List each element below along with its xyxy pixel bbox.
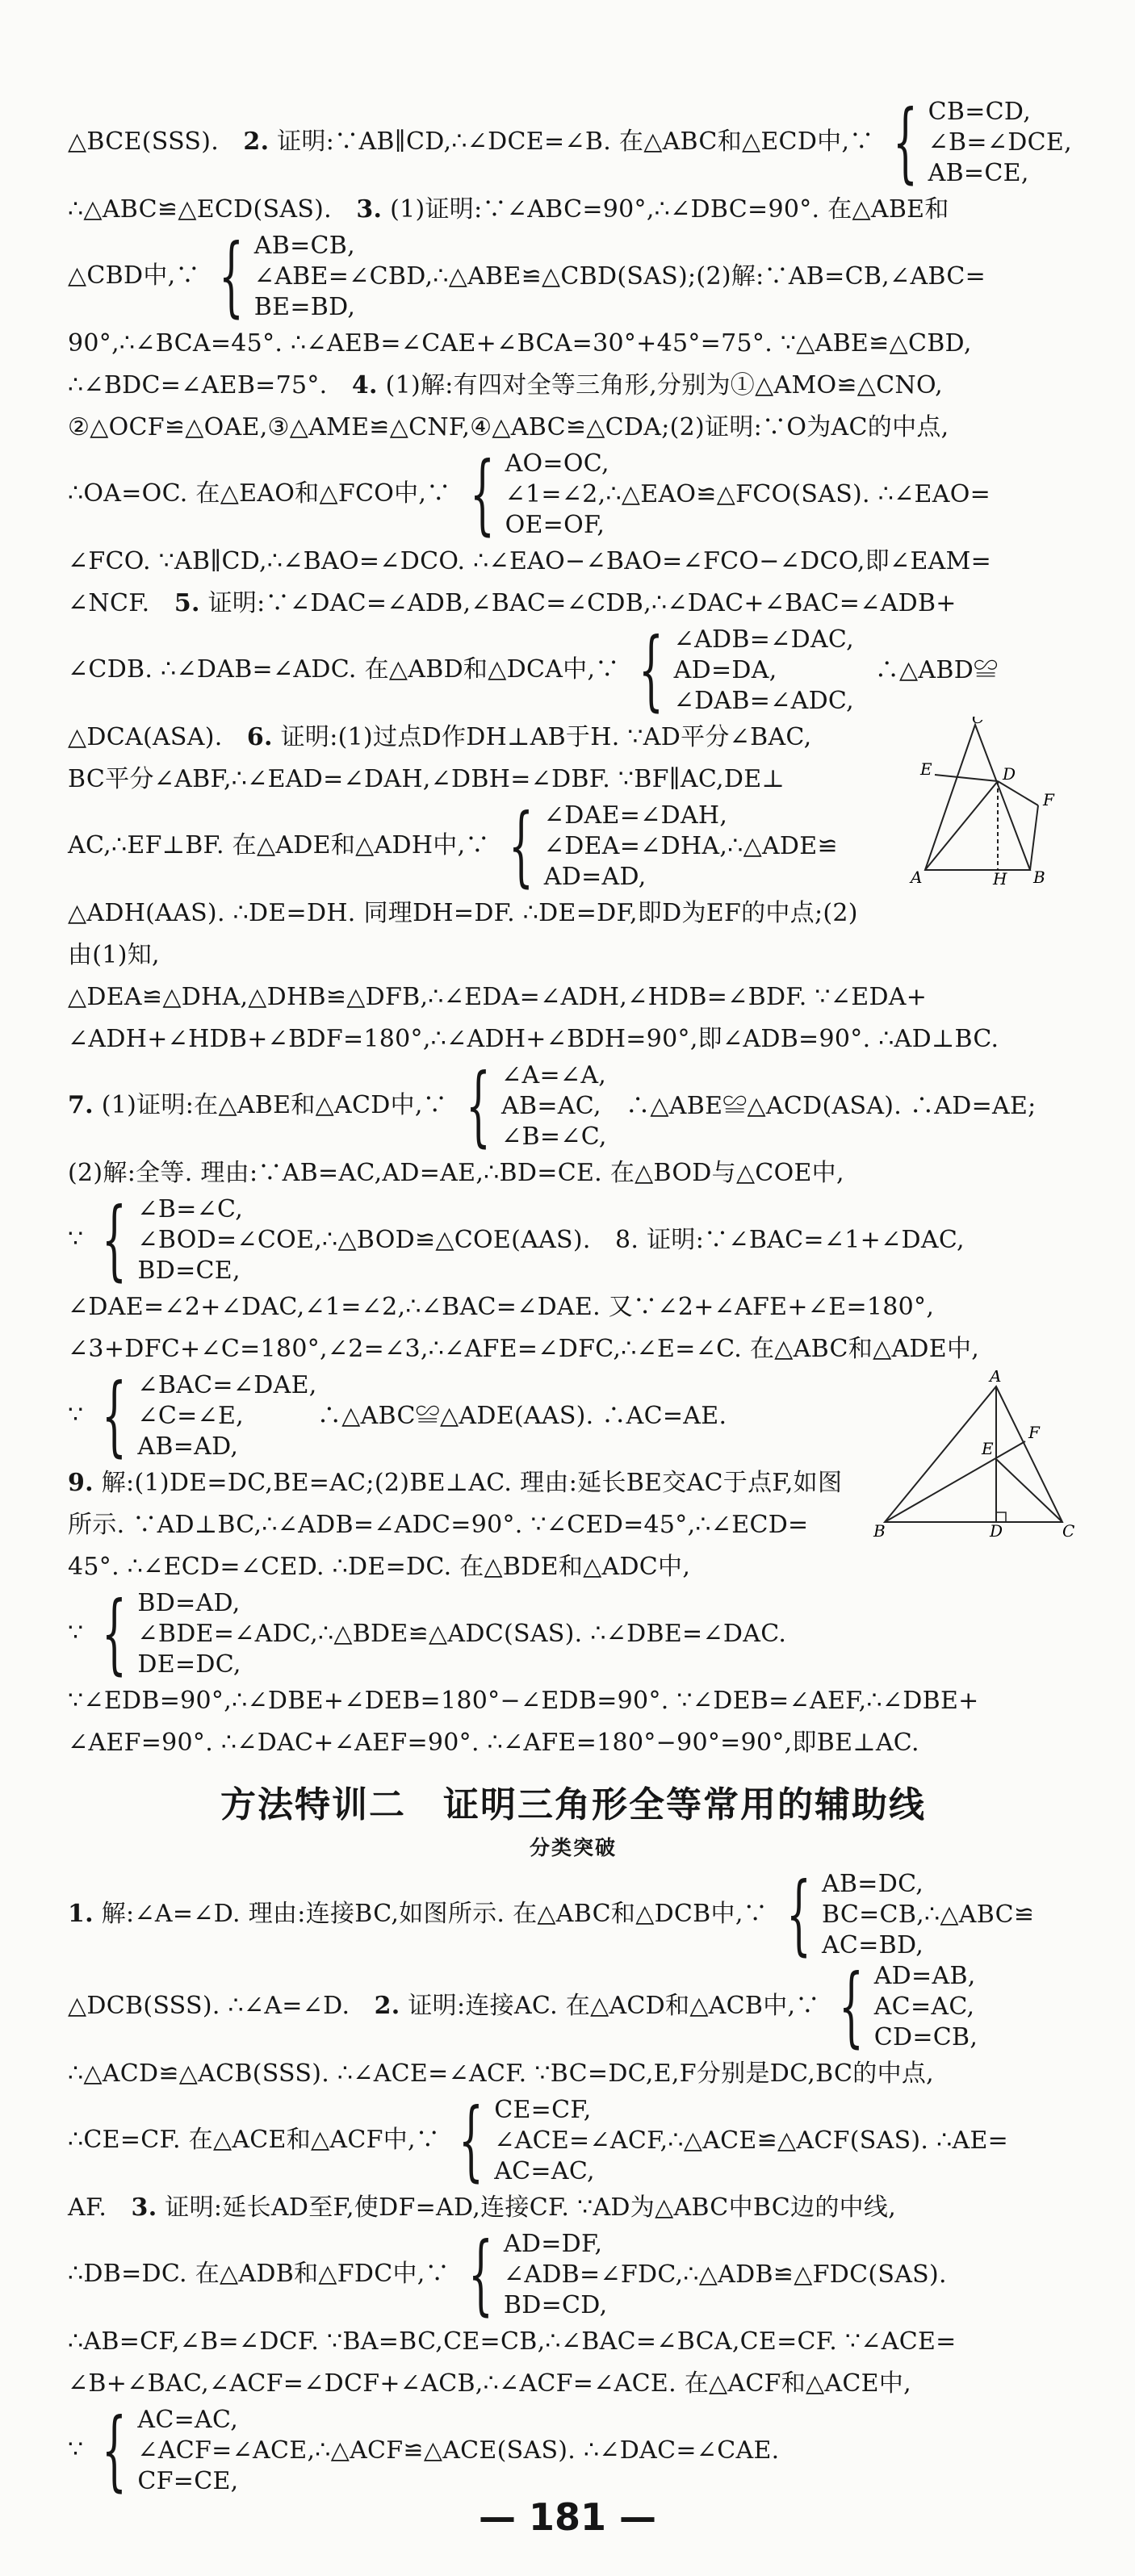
answer-line: △CBD中,∵ { AB=CB, ∠ABE=∠CBD,∴△ABE≌△CBD(SAS);(2)解:∵AB=CB,∠ABC= BE=BD,: [68, 226, 986, 327]
answer-line: 45°. ∴∠ECD=∠CED. ∴DE=DC. 在△BDE和△ADC中,: [68, 1553, 691, 1581]
brace-symbol: {: [838, 1956, 864, 2057]
problem-number: 4.: [351, 371, 378, 399]
svg-text:F: F: [1028, 1423, 1040, 1442]
answer-line: ∠FCO. ∵AB∥CD,∴∠BAO=∠DCO. ∴∠EAO−∠BAO=∠FCO−∠DCO,即∠EAM=: [68, 547, 992, 575]
answer-line: ∠3+DFC+∠C=180°,∠2=∠3,∴∠AFE=∠DFC,∴∠E=∠C. 在△ABC和△ADE中,: [68, 1335, 980, 1363]
brace-symbol: {: [459, 2090, 484, 2191]
svg-text:E: E: [982, 1439, 994, 1458]
brace-condition-group: [823, 1956, 978, 2057]
svg-text:E: E: [920, 759, 932, 779]
answer-line: BC平分∠ABF,∴∠EAD=∠DAH,∠DBH=∠DBF. ∵BF∥AC,DE⊥: [68, 765, 785, 793]
brace-symbol: {: [218, 226, 244, 327]
answer-line: (2)解:全等. 理由:∵AB=AC,AD=AE,∴BD=CE. 在△BOD与△COE中,: [68, 1159, 844, 1187]
brace-condition-group: [454, 444, 991, 545]
brace-line: ∠DAB=∠ADC,: [673, 687, 854, 715]
brace-line: BC=CB,∴△ABC≌: [821, 1901, 1035, 1929]
brace-line: ∠B=∠C,: [501, 1123, 607, 1151]
problem-number: 9.: [68, 1469, 94, 1497]
brace-line: AB=DC,: [821, 1870, 924, 1898]
answer-line: 90°,∴∠BCA=45°. ∴∠AEB=∠CAE+∠BCA=30°+45°=75°. ∵△ABE≌△CBD,: [68, 329, 972, 358]
brace-symbol: {: [102, 1583, 128, 1684]
brace-line: ∠C=∠E, ∴△ABC≌△ADE(AAS). ∴AC=AE.: [137, 1402, 727, 1430]
brace-line: BE=BD,: [253, 293, 356, 321]
brace-condition-group: [771, 1864, 1035, 1965]
brace-line: ∠BOD=∠COE,∴△BOD≌△COE(AAS). 8. 证明:∵∠BAC=∠1+∠DAC,: [137, 1226, 965, 1254]
brace-condition-group: [86, 2400, 780, 2501]
brace-line: ∠B=∠C,: [137, 1195, 244, 1223]
brace-condition-group: [450, 1056, 1037, 1156]
answer-line: ∵∠EDB=90°,∴∠DBE+∠DEB=180°−∠EDB=90°. ∵∠DEB=∠AEF,∴∠DBE+: [68, 1687, 979, 1715]
problem-number: 3.: [131, 2193, 157, 2222]
answer-line: ∴∠BDC=∠AEB=75°. 4. (1)解:有四对全等三角形,分别为①△AMO≌△CNO,: [68, 371, 943, 399]
brace-symbol: {: [638, 620, 664, 721]
brace-symbol: {: [508, 796, 534, 897]
brace-line: AD=DA, ∴△ABD≌: [673, 656, 999, 684]
answer-line: ∴△ACD≌△ACB(SSS). ∴∠ACE=∠ACF. ∵BC=DC,E,F分别是DC,BC的中点,: [68, 2060, 935, 2088]
brace-condition-group: [493, 796, 838, 897]
answer-content: [68, 92, 1078, 2501]
answer-line: △DCA(ASA). 6. 证明:(1)过点D作DH⊥AB于H. ∵AD平分∠BAC,: [68, 723, 812, 751]
page-number: — 181 —: [478, 2495, 657, 2539]
brace-condition-group: [877, 92, 1072, 193]
figure-problem-9: [869, 1370, 1078, 1543]
answer-line: AF. 3. 证明:延长AD至F,使DF=AD,连接CF. ∵AD为△ABC中BC边的中线,: [68, 2193, 897, 2222]
brace-line: BD=AD,: [137, 1589, 241, 1617]
answer-line: ∵ { AC=AC, ∠ACF=∠ACE,∴△ACF≌△ACE(SAS). ∴∠DAC=∠CAE. CF=CE,: [68, 2400, 780, 2501]
problem-number: 3.: [356, 195, 383, 224]
answer-line: △DEA≌△DHA,△DHB≌△DFB,∴∠EDA=∠ADH,∠HDB=∠BDF. ∵∠EDA+: [68, 983, 928, 1011]
svg-text:A: A: [990, 1370, 1002, 1386]
answer-line: ∴DB=DC. 在△ADB和△FDC中,∵ { AD=DF, ∠ADB=∠FDC,∴△ADB≌△FDC(SAS). BD=CD,: [68, 2224, 947, 2325]
problem-number: 7.: [68, 1091, 94, 1119]
brace-line: ∠DEA=∠DHA,∴△ADE≌: [543, 832, 838, 860]
brace-line: CF=CE,: [137, 2467, 239, 2495]
svg-text:B: B: [873, 1521, 886, 1540]
brace-condition-group: [86, 1190, 965, 1290]
figure-6-diagram: [885, 717, 1078, 886]
brace-line: ∠DAE=∠DAH,: [543, 801, 728, 830]
brace-symbol: {: [469, 444, 495, 545]
brace-condition-group: [443, 2090, 1009, 2191]
brace-line: AC=AC,: [137, 2406, 239, 2434]
answer-line: ∵ { BD=AD, ∠BDE=∠ADC,∴△BDE≌△ADC(SAS). ∴∠DBE=∠DAC. DE=DC,: [68, 1583, 787, 1684]
svg-text:H: H: [993, 869, 1007, 886]
answer-line: ∴AB=CF,∠B=∠DCF. ∵BA=BC,CE=CB,∴∠BAC=∠BCA,CE=CF. ∵∠ACE=: [68, 2327, 957, 2356]
brace-line: ∠ACF=∠ACE,∴△ACF≌△ACE(SAS). ∴∠DAC=∠CAE.: [137, 2436, 780, 2465]
answer-line: ∵ { ∠BAC=∠DAE, ∠C=∠E, ∴△ABC≌△ADE(AAS). ∴AC=AE. AB=AD,: [68, 1365, 727, 1466]
svg-text:D: D: [1003, 764, 1016, 784]
brace-condition-group: [86, 1583, 787, 1684]
figure-problem-6: [885, 717, 1078, 889]
brace-line: ∠BDE=∠ADC,∴△BDE≌△ADC(SAS). ∴∠DBE=∠DAC.: [137, 1620, 787, 1648]
page-number-value: 181: [528, 2495, 607, 2539]
svg-text:F: F: [1043, 790, 1054, 809]
brace-symbol: {: [102, 1365, 128, 1466]
brace-condition-group: [453, 2224, 947, 2325]
brace-line: AD=DF,: [503, 2230, 603, 2258]
svg-text:C: C: [1062, 1521, 1075, 1540]
brace-line: ∠A=∠A,: [501, 1061, 607, 1089]
brace-line: CD=CB,: [873, 2023, 978, 2051]
answer-line: ∴OA=OC. 在△EAO和△FCO中,∵ { AO=OC, ∠1=∠2,∴△EAO≌△FCO(SAS). ∴∠EAO= OE=OF,: [68, 444, 991, 545]
brace-line: AB=AD,: [137, 1432, 239, 1461]
answer-line: ∴CE=CF. 在△ACE和△ACF中,∵ { CE=CF, ∠ACE=∠ACF,∴△ACE≌△ACF(SAS). ∴AE= AC=AC,: [68, 2090, 1009, 2191]
answer-line: 所示. ∵AD⊥BC,∴∠ADB=∠ADC=90°. ∵∠CED=45°,∴∠ECD=: [68, 1511, 809, 1539]
problem-number: 5.: [174, 589, 200, 617]
answer-line: ∠ADH+∠HDB+∠BDF=180°,∴∠ADH+∠BDH=90°,即∠ADB=90°. ∴AD⊥BC.: [68, 1025, 999, 1053]
problem-number: 2.: [243, 128, 270, 156]
brace-symbol: {: [785, 1864, 811, 1965]
svg-text:A: A: [911, 868, 923, 886]
svg-text:C: C: [972, 717, 985, 727]
answer-line: △ADH(AAS). ∴DE=DH. 同理DH=DF. ∴DE=DF,即D为EF的中点;(2)由(1)知,: [68, 899, 858, 969]
brace-line: ∠ADB=∠FDC,∴△ADB≌△FDC(SAS).: [503, 2260, 947, 2289]
answer-line: △BCE(SSS). 2. 证明:∵AB∥CD,∴∠DCE=∠B. 在△ABC和△ECD中,∵ { CB=CD, ∠B=∠DCE, AB=CE,: [68, 92, 1072, 193]
brace-line: ∠B=∠DCE,: [928, 128, 1072, 157]
svg-text:B: B: [1033, 868, 1045, 886]
answer-line: ∠NCF. 5. 证明:∵∠DAC=∠ADB,∠BAC=∠CDB,∴∠DAC+∠BAC=∠ADB+: [68, 589, 957, 617]
brace-condition-group: [203, 226, 986, 327]
brace-line: AB=CE,: [928, 159, 1029, 187]
answer-line: ∠DAE=∠2+∠DAC,∠1=∠2,∴∠BAC=∠DAE. 又∵∠2+∠AFE+∠E=180°,: [68, 1293, 935, 1321]
brace-condition-group: [86, 1365, 727, 1466]
brace-line: ∠ABE=∠CBD,∴△ABE≌△CBD(SAS);(2)解:∵AB=CB,∠ABC=: [253, 262, 986, 291]
brace-line: AC=AC,: [494, 2157, 595, 2185]
answer-line: ∠CDB. ∴∠DAB=∠ADC. 在△ABD和△DCA中,∵ { ∠ADB=∠DAC, AD=DA, ∴△ABD≌ ∠DAB=∠ADC,: [68, 620, 999, 721]
answer-line: ∵ { ∠B=∠C, ∠BOD=∠COE,∴△BOD≌△COE(AAS). 8. 证明:∵∠BAC=∠1+∠DAC, BD=CE,: [68, 1190, 965, 1290]
brace-line: AC=BD,: [821, 1931, 924, 1959]
brace-line: AD=AD,: [543, 863, 647, 891]
brace-line: ∠BAC=∠DAE,: [137, 1371, 317, 1399]
answer-line: ∠B+∠BAC,∠ACF=∠DCF+∠ACB,∴∠ACF=∠ACE. 在△ACF和△ACE中,: [68, 2369, 911, 2398]
brace-line: ∠ACE=∠ACF,∴△ACE≌△ACF(SAS). ∴AE=: [494, 2126, 1009, 2155]
brace-line: CE=CF,: [494, 2096, 592, 2124]
section-heading: 方法特训二 证明三角形全等常用的辅助线: [220, 1784, 926, 1825]
brace-line: OE=OF,: [505, 511, 605, 539]
answer-line: ∴△ABC≌△ECD(SAS). 3. (1)证明:∵∠ABC=90°,∴∠DBC=90°. 在△ABE和: [68, 195, 949, 224]
brace-line: BD=CE,: [137, 1257, 241, 1285]
problem-number: 6.: [246, 723, 273, 751]
problem-number: 2.: [374, 1992, 400, 2020]
answer-line: 7. (1)证明:在△ABE和△ACD中,∵ { ∠A=∠A, AB=AC, ∴△ABE≌△ACD(ASA). ∴AD=AE; ∠B=∠C,: [68, 1056, 1037, 1156]
problem-number: 1.: [68, 1900, 94, 1928]
brace-symbol: {: [892, 92, 918, 193]
svg-text:D: D: [990, 1521, 1003, 1540]
brace-line: AB=AC, ∴△ABE≌△ACD(ASA). ∴AD=AE;: [501, 1092, 1037, 1120]
figure-9-diagram: [869, 1370, 1078, 1540]
answer-line: △DCB(SSS). ∴∠A=∠D. 2. 证明:连接AC. 在△ACD和△ACB中,∵ { AD=AB, AC=AC, CD=CB,: [68, 1956, 978, 2057]
brace-symbol: {: [102, 2400, 128, 2501]
section-subheading: 分类突破: [529, 1836, 617, 1859]
brace-symbol: {: [467, 2224, 493, 2325]
answer-line: AC,∴EF⊥BF. 在△ADE和△ADH中,∵ { ∠DAE=∠DAH, ∠DEA=∠DHA,∴△ADE≌ AD=AD,: [68, 796, 838, 897]
brace-symbol: {: [102, 1190, 128, 1290]
answer-line: ②△OCF≌△OAE,③△AME≌△CNF,④△ABC≌△CDA;(2)证明:∵O为AC的中点,: [68, 413, 949, 441]
brace-line: CB=CD,: [928, 98, 1032, 126]
brace-line: DE=DC,: [137, 1650, 241, 1679]
answer-line: 9. 解:(1)DE=DC,BE=AC;(2)BE⊥AC. 理由:延长BE交AC于点F,如图: [68, 1469, 843, 1497]
brace-line: ∠1=∠2,∴△EAO≌△FCO(SAS). ∴∠EAO=: [505, 480, 991, 508]
answer-line: 1. 解:∠A=∠D. 理由:连接BC,如图所示. 在△ABC和△DCB中,∵ { AB=DC, BC=CB,∴△ABC≌ AC=BD,: [68, 1864, 1035, 1965]
answer-line: ∠AEF=90°. ∴∠DAC+∠AEF=90°. ∴∠AFE=180°−90°=90°,即BE⊥AC.: [68, 1729, 919, 1757]
brace-line: AB=CB,: [253, 232, 355, 260]
brace-line: ∠ADB=∠DAC,: [673, 625, 854, 654]
brace-symbol: {: [466, 1056, 492, 1156]
brace-line: BD=CD,: [503, 2291, 608, 2319]
brace-condition-group: [623, 620, 999, 721]
brace-line: AC=AC,: [873, 1993, 975, 2021]
brace-line: AO=OC,: [505, 450, 609, 478]
brace-line: AD=AB,: [873, 1962, 976, 1990]
